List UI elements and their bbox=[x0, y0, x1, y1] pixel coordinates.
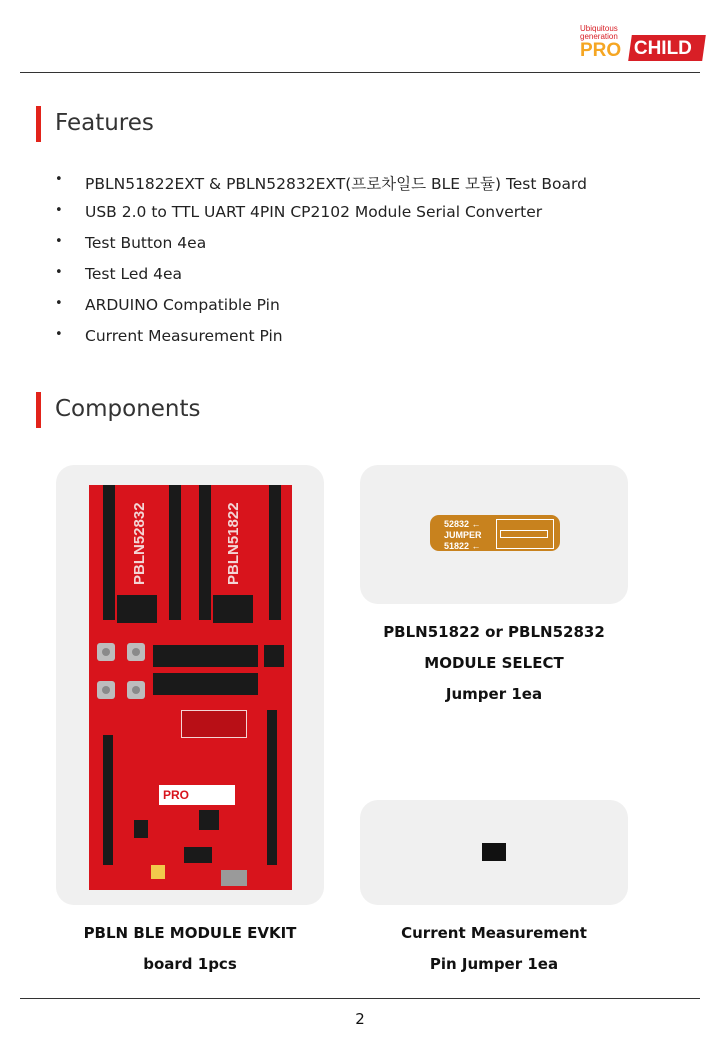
feature-item: • Test Button 4ea bbox=[55, 234, 587, 265]
jumper-text: 51822 ← bbox=[444, 541, 481, 551]
chip bbox=[134, 820, 148, 838]
module-select-header bbox=[181, 710, 247, 738]
pin-header bbox=[269, 485, 281, 620]
pin-header bbox=[169, 485, 181, 620]
evkit-board-image bbox=[89, 485, 292, 890]
features-list bbox=[55, 172, 587, 358]
page-number: 2 bbox=[355, 1010, 365, 1028]
feature-item: • USB 2.0 to TTL UART 4PIN CP2102 Module Serial Converter bbox=[55, 203, 587, 234]
logo-tagline-2: generation bbox=[580, 32, 618, 41]
pin-header bbox=[103, 485, 115, 620]
jumper-text: JUMPER bbox=[444, 530, 482, 540]
footer-divider bbox=[20, 998, 700, 999]
test-button bbox=[97, 643, 115, 661]
board-silk-logo bbox=[159, 785, 235, 805]
feature-item: • Test Led 4ea bbox=[55, 265, 587, 296]
pin-header bbox=[199, 485, 211, 620]
features-title: Features bbox=[55, 110, 154, 136]
board-label-52832: PBLN52832 bbox=[131, 502, 148, 585]
evkit-board-card bbox=[56, 465, 324, 905]
test-button bbox=[127, 681, 145, 699]
components-title: Components bbox=[55, 396, 201, 422]
pin-jumper-image bbox=[482, 843, 506, 861]
pin-header bbox=[153, 673, 258, 695]
caption-line: PBLN51822 or PBLN52832 bbox=[383, 623, 605, 641]
chip bbox=[199, 810, 219, 830]
pin-header bbox=[184, 847, 212, 863]
module-select-jumper-image bbox=[430, 515, 560, 551]
section-accent-bar bbox=[36, 106, 41, 142]
board-label-51822: PBLN51822 bbox=[225, 502, 242, 585]
jumper-text: 52832 ← bbox=[444, 519, 481, 529]
module-select-jumper-caption bbox=[360, 617, 628, 710]
header-divider bbox=[20, 72, 700, 73]
pin-header bbox=[117, 595, 157, 623]
pin-header bbox=[153, 645, 258, 667]
prochild-logo bbox=[580, 25, 705, 65]
current-pin-jumper-card bbox=[360, 800, 628, 905]
logo-tagline-1: Ubiquitous bbox=[580, 24, 618, 33]
caption-line: PBLN BLE MODULE EVKIT bbox=[83, 924, 297, 942]
feature-item: • ARDUINO Compatible Pin bbox=[55, 296, 587, 327]
test-button bbox=[97, 681, 115, 699]
caption-line: MODULE SELECT bbox=[424, 654, 564, 672]
section-accent-bar bbox=[36, 392, 41, 428]
current-pin-jumper-caption bbox=[360, 918, 628, 980]
test-button bbox=[127, 643, 145, 661]
pin-header bbox=[264, 645, 284, 667]
caption-line: board 1pcs bbox=[143, 955, 237, 973]
module-select-jumper-card bbox=[360, 465, 628, 604]
caption-line: Jumper 1ea bbox=[445, 685, 543, 703]
pin-header bbox=[213, 595, 253, 623]
logo-child-box bbox=[628, 35, 706, 61]
jumper-slot bbox=[496, 519, 554, 549]
logo-child: CHILD bbox=[633, 38, 692, 59]
feature-item: • PBLN51822EXT & PBLN52832EXT(프로차일드 BLE 모듈) Test Board bbox=[55, 172, 587, 203]
caption-line: Current Measurement bbox=[401, 924, 587, 942]
usb-connector bbox=[221, 870, 247, 886]
pad bbox=[151, 865, 165, 879]
board-silk-logo-text: PRO bbox=[163, 788, 190, 802]
pin-header bbox=[103, 735, 113, 865]
evkit-board-caption bbox=[56, 918, 324, 980]
pin-header bbox=[267, 710, 277, 865]
logo-pro: PRO bbox=[580, 40, 622, 61]
feature-item: • Current Measurement Pin bbox=[55, 327, 587, 358]
caption-line: Pin Jumper 1ea bbox=[429, 955, 559, 973]
